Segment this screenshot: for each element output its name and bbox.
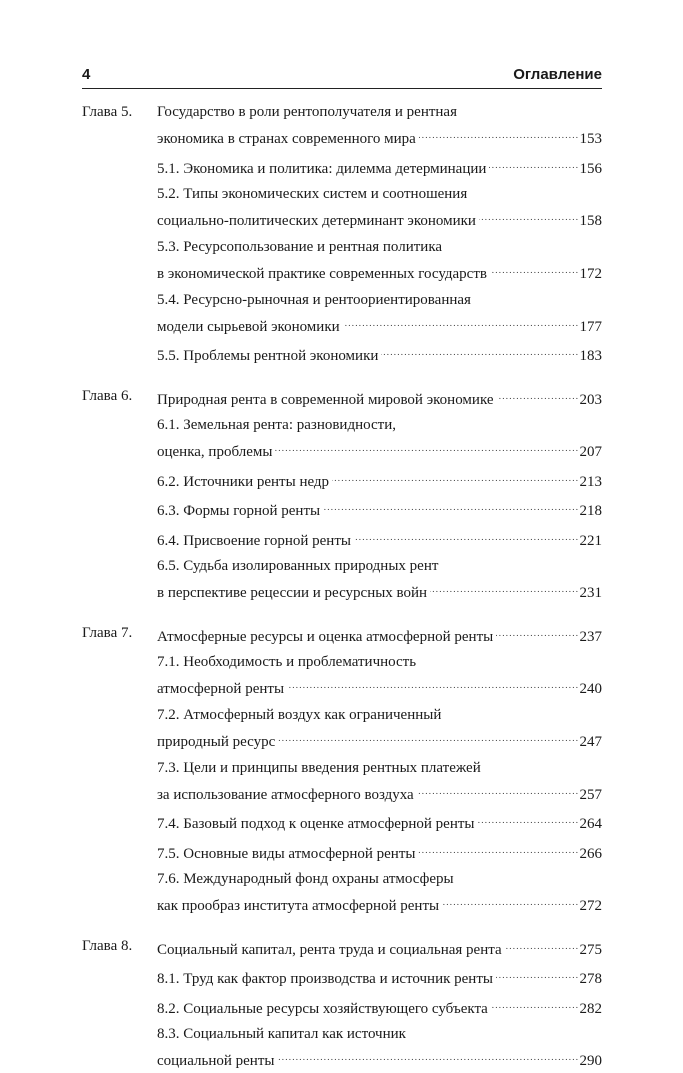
chapter-label: Глава 8. (82, 937, 133, 954)
entry-title-line: 8.3. Социальный капитал как источник (157, 1026, 406, 1043)
leader-dots (354, 526, 578, 545)
page-number: 4 (82, 66, 91, 83)
entry-title-line: 7.3. Цели и принципы введения рентных платежей (157, 759, 481, 776)
leader-dots (505, 935, 578, 954)
leader-dots (496, 622, 577, 641)
leader-dots (478, 809, 578, 828)
entry-title-line: 5.3. Ресурсопользование и рентная политика (157, 238, 443, 255)
entry-page-number: 240 (579, 681, 602, 698)
section-entry (157, 341, 602, 364)
entry-page-number: 221 (579, 532, 602, 549)
entry-title-line: Социальный капитал, рента труда и социальная рента (157, 941, 502, 958)
section-entry (157, 467, 602, 490)
section-entry (157, 704, 602, 750)
entry-page-number: 282 (579, 1000, 602, 1017)
entry-title-line: Государство в роли рентополучателя и рентная (157, 104, 457, 120)
chapter-entry (157, 101, 602, 147)
leader-dots (323, 496, 577, 515)
entry-title-line: 6.3. Формы горной ренты (157, 503, 321, 520)
entry-title-line: 8.1. Труд как фактор производства и источник ренты (157, 971, 493, 988)
section-entry (157, 964, 602, 987)
entry-title-line: социальной ренты (157, 1053, 275, 1070)
entry-title-line: 8.2. Социальные ресурсы хозяйствующего субъекта (157, 1000, 488, 1017)
entry-title-line: 7.5. Основные виды атмосферной ренты (157, 845, 416, 862)
entry-page-number: 275 (579, 941, 602, 958)
leader-dots (491, 994, 578, 1013)
leader-dots (419, 124, 578, 143)
entry-title-line: 5.1. Экономика и политика: дилемма детерминации (157, 160, 487, 177)
chapter-entry (157, 935, 602, 958)
entry-title-line: 7.6. Международный фонд охраны атмосферы (157, 871, 454, 888)
entry-page-number: 172 (579, 266, 602, 283)
entry-title-line: экономика в странах современного мира (157, 131, 416, 148)
entry-title-line: оценка, проблемы (157, 444, 273, 461)
leader-dots (332, 467, 577, 486)
entry-page-number: 290 (579, 1053, 602, 1070)
entry-title-line: 6.5. Судьба изолированных природных рент (157, 558, 439, 575)
entry-page-number: 218 (579, 503, 602, 520)
entry-page-number: 203 (579, 391, 602, 408)
entry-title-line: Природная рента в современной мировой экономике (157, 391, 494, 408)
section-entry (157, 289, 602, 335)
section-entry (157, 183, 602, 229)
leader-dots (343, 312, 578, 331)
leader-dots (417, 780, 578, 799)
leader-dots (277, 1046, 577, 1065)
entry-title-line: модели сырьевой экономики (157, 318, 340, 335)
entry-page-number: 177 (579, 318, 602, 335)
leader-dots (278, 727, 577, 746)
section-entry (157, 1023, 602, 1069)
entry-title-line: в перспективе рецессии и ресурсных войн (157, 585, 428, 602)
entry-title-line: Атмосферные ресурсы и оценка атмосферной ренты (157, 628, 494, 645)
leader-dots (418, 839, 577, 858)
entry-title-line: как прообраз института атмосферной ренты (157, 898, 440, 915)
running-title: Оглавление (513, 66, 602, 83)
leader-dots (275, 437, 577, 456)
entry-title-line: 7.4. Базовый подход к оценке атмосферной ренты (157, 816, 475, 833)
entry-title-line: 5.5. Проблемы рентной экономики (157, 348, 379, 365)
section-entry (157, 809, 602, 832)
entry-page-number: 272 (579, 898, 602, 915)
section-entry (157, 154, 602, 177)
entry-title-line: 5.2. Типы экономических систем и соотношения (157, 186, 468, 203)
entry-title-line: 6.1. Земельная рента: разновидности, (157, 417, 396, 433)
section-entry (157, 994, 602, 1017)
entry-title-line: атмосферной ренты (157, 681, 285, 698)
entry-title-line: 5.4. Ресурсно-рыночная и рентоориентированная (157, 291, 471, 308)
entry-page-number: 156 (579, 160, 602, 177)
leader-dots (497, 385, 578, 404)
leader-dots (442, 891, 577, 910)
entry-title-line: 7.2. Атмосферный воздух как ограниченный (157, 706, 442, 723)
entry-title-line: в экономической практике современных государств (157, 266, 487, 283)
entry-page-number: 213 (579, 473, 602, 490)
chapter-entry (157, 622, 602, 645)
entry-page-number: 158 (579, 213, 602, 230)
entry-page-number: 153 (579, 131, 602, 148)
chapter-label: Глава 7. (82, 624, 133, 641)
entry-page-number: 237 (579, 628, 602, 645)
chapter-label: Глава 5. (82, 104, 133, 120)
entry-page-number: 207 (579, 444, 602, 461)
leader-dots (496, 964, 578, 983)
entry-page-number: 183 (579, 348, 602, 365)
entry-title-line: природный ресурс (157, 733, 276, 750)
section-entry (157, 757, 602, 803)
entry-page-number: 247 (579, 733, 602, 750)
entry-title-line: 7.1. Необходимость и проблематичность (157, 654, 417, 671)
entry-title-line: социально-политических детерминант экономики (157, 213, 476, 230)
section-entry (157, 555, 602, 601)
entry-title-line: 6.4. Присвоение горной ренты (157, 532, 351, 549)
leader-dots (287, 674, 577, 693)
section-entry (157, 496, 602, 519)
leader-dots (479, 206, 578, 225)
section-entry (157, 236, 602, 282)
entry-title-line: за использование атмосферного воздуха (157, 786, 414, 803)
section-entry (157, 651, 602, 697)
chapter-label: Глава 6. (82, 387, 133, 404)
chapter-entry (157, 385, 602, 408)
entry-page-number: 278 (579, 971, 602, 988)
section-entry (157, 839, 602, 862)
leader-dots (430, 578, 577, 597)
leader-dots (381, 341, 577, 360)
section-entry (157, 868, 602, 914)
entry-page-number: 231 (579, 585, 602, 602)
section-entry (157, 526, 602, 549)
section-entry (157, 414, 602, 460)
leader-dots (489, 154, 577, 173)
leader-dots (490, 259, 578, 278)
entry-page-number: 264 (579, 816, 602, 833)
entry-title-line: 6.2. Источники ренты недр (157, 473, 330, 490)
entry-page-number: 257 (579, 786, 602, 803)
entry-page-number: 266 (579, 845, 602, 862)
